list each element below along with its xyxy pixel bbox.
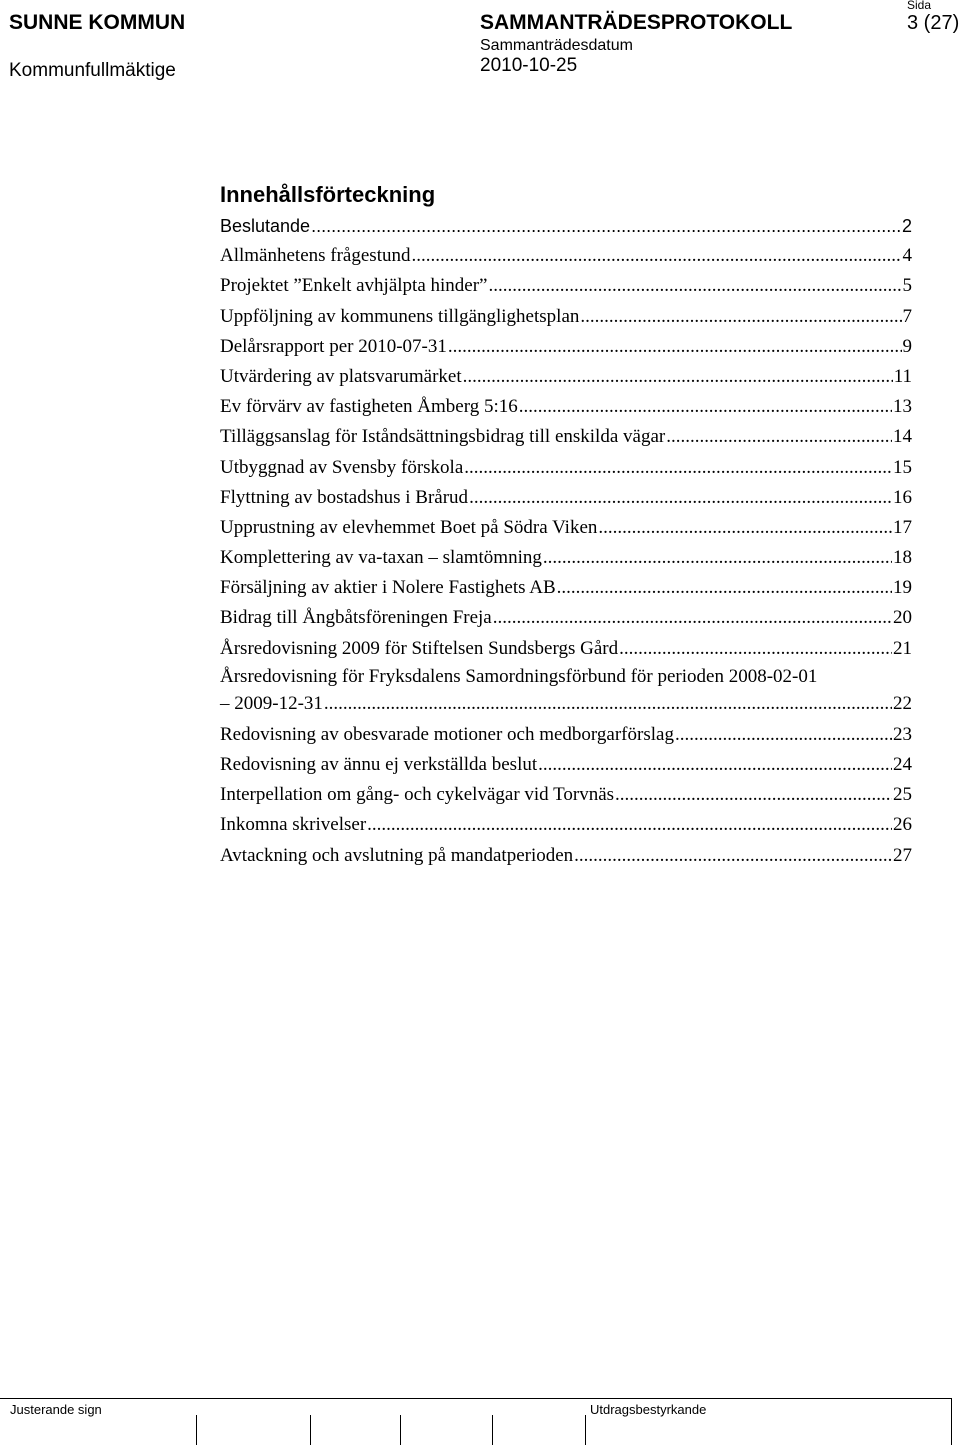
toc-entry-title: Beslutande	[220, 216, 311, 236]
toc-entry[interactable]	[220, 634, 912, 664]
toc-entry[interactable]	[220, 362, 912, 392]
committee-name: Kommunfullmäktige	[9, 60, 176, 81]
signature-footer	[0, 1398, 952, 1445]
toc-entry[interactable]	[220, 750, 912, 780]
meeting-date-label: Sammanträdesdatum	[480, 37, 633, 54]
toc-entry-page: 19	[893, 577, 912, 599]
toc-leader-dots	[598, 513, 892, 543]
signature-divider	[585, 1415, 586, 1445]
page-label: Sida	[907, 0, 932, 12]
toc-leader-dots	[469, 483, 892, 513]
toc-leader-dots	[493, 603, 892, 633]
toc-entry-page: 11	[893, 365, 912, 387]
toc-leader-dots	[543, 543, 892, 573]
toc-entry-title: Flyttning av bostadshus i Brårud	[220, 486, 469, 508]
toc-entry-page: 26	[893, 814, 912, 836]
toc-entry[interactable]	[220, 780, 912, 810]
toc-leader-dots	[675, 720, 892, 750]
toc-entry-title: Tilläggsanslag för Iståndsättningsbidrag till enskilda vägar	[220, 426, 666, 448]
toc-entry-title-line1: Årsredovisning för Fryksdalens Samordningsförbund för perioden 2008-02-01	[220, 665, 818, 687]
toc-entry-page: 27	[893, 844, 912, 866]
toc-entry-title: Interpellation om gång- och cykelvägar vid Torvnäs	[220, 784, 615, 806]
toc-leader-dots	[411, 241, 901, 271]
toc-entry-page: 18	[893, 547, 912, 569]
toc-entry-title: Komplettering av va-taxan – slamtömning	[220, 547, 542, 569]
signature-divider	[400, 1415, 401, 1445]
toc-entry-page: 25	[893, 784, 912, 806]
toc-entry-title: Uppföljning av kommunens tillgänglighetsplan	[220, 305, 580, 327]
toc-entry-page: 22	[893, 692, 912, 714]
toc-leader-dots	[464, 453, 892, 483]
toc-entry-title: Inkomna skrivelser	[220, 814, 367, 836]
toc-entry-title: Bidrag till Ångbåtsföreningen Freja	[220, 607, 492, 629]
toc-title: Innehållsförteckning	[220, 182, 436, 207]
toc-leader-dots	[324, 690, 892, 718]
toc-entry-title: Delårsrapport per 2010-07-31	[220, 335, 447, 357]
toc-leader-dots	[580, 302, 901, 332]
toc-entry-page: 23	[893, 723, 912, 745]
organization-name: SUNNE KOMMUN	[9, 11, 186, 34]
toc-entry-title: Allmänhetens frågestund	[220, 245, 411, 267]
toc-entry[interactable]	[220, 332, 912, 362]
toc-entry-title: Ev förvärv av fastigheten Åmberg 5:16	[220, 396, 518, 418]
toc-leader-dots	[367, 810, 892, 840]
toc-entry-page: 15	[893, 456, 912, 478]
meeting-date: 2010-10-25	[480, 55, 578, 76]
toc-entry-title: Utvärdering av platsvarumärket	[220, 365, 462, 387]
toc-entry-title: Årsredovisning 2009 för Stiftelsen Sundsbergs Gård	[220, 637, 619, 659]
toc-entry-title: Redovisning av ännu ej verkställda beslut	[220, 754, 538, 775]
toc-entry[interactable]	[220, 543, 912, 573]
toc-entry-page: 14	[893, 426, 912, 448]
toc-entry-title: Avtackning och avslutning på mandatperioden	[220, 844, 574, 866]
footer-edge	[951, 1399, 952, 1445]
toc-entry-page: 20	[893, 607, 912, 629]
toc-leader-dots	[463, 362, 893, 392]
toc-entry-page: 9	[902, 335, 912, 357]
toc-entry[interactable]	[220, 211, 912, 241]
toc-leader-dots	[574, 841, 892, 871]
toc-entry[interactable]	[220, 483, 912, 513]
toc-entry-title: Redovisning av obesvarade motioner och medborgarförslag	[220, 723, 674, 745]
toc-entry[interactable]	[220, 271, 912, 301]
toc-entry-page: 7	[902, 305, 912, 327]
toc-entry-multiline[interactable]	[220, 664, 912, 720]
toc-entry-page: 16	[893, 486, 912, 508]
toc-entry-page: 17	[893, 516, 912, 538]
toc-entry-title-line2: – 2009-12-31	[220, 692, 323, 714]
toc-entry-page: 2	[901, 216, 912, 236]
toc-entry[interactable]	[220, 603, 912, 633]
toc-entry[interactable]	[220, 302, 912, 332]
toc-entry-title: Försäljning av aktier i Nolere Fastighets AB	[220, 577, 556, 599]
table-of-contents	[220, 211, 912, 871]
toc-leader-dots	[519, 392, 892, 422]
toc-entry[interactable]	[220, 392, 912, 422]
toc-entry[interactable]	[220, 810, 912, 840]
toc-entry-page: 24	[893, 754, 912, 775]
toc-leader-dots	[538, 750, 892, 780]
utdragsbestyrkande-label: Utdragsbestyrkande	[590, 1402, 707, 1417]
page-number: 3 (27)	[907, 12, 960, 34]
toc-entry-page: 13	[893, 396, 912, 418]
justerande-sign-label: Justerande sign	[10, 1402, 102, 1417]
toc-entry[interactable]	[220, 720, 912, 750]
toc-entry[interactable]	[220, 573, 912, 603]
signature-divider	[492, 1415, 493, 1445]
toc-leader-dots	[488, 271, 901, 301]
signature-divider	[196, 1415, 197, 1445]
toc-leader-dots	[448, 332, 902, 362]
toc-entry[interactable]	[220, 513, 912, 543]
toc-entry-line2	[220, 690, 912, 720]
toc-entry[interactable]	[220, 841, 912, 871]
toc-leader-dots	[615, 780, 892, 810]
toc-entry-title: Projektet ”Enkelt avhjälpta hinder”	[220, 275, 488, 297]
toc-entry[interactable]	[220, 241, 912, 271]
document-type: SAMMANTRÄDESPROTOKOLL	[480, 11, 793, 34]
toc-entry[interactable]	[220, 422, 912, 452]
toc-leader-dots	[666, 422, 892, 452]
toc-entry-page: 4	[902, 245, 912, 267]
toc-leader-dots	[557, 573, 892, 603]
signature-divider	[310, 1415, 311, 1445]
toc-entry-page: 5	[902, 275, 912, 297]
toc-entry-title: Upprustning av elevhemmet Boet på Södra Viken	[220, 516, 598, 538]
toc-leader-dots	[311, 211, 901, 241]
toc-leader-dots	[619, 634, 892, 664]
toc-entry-title: Utbyggnad av Svensby förskola	[220, 456, 464, 478]
toc-entry[interactable]	[220, 453, 912, 483]
toc-entry-page: 21	[893, 637, 912, 659]
